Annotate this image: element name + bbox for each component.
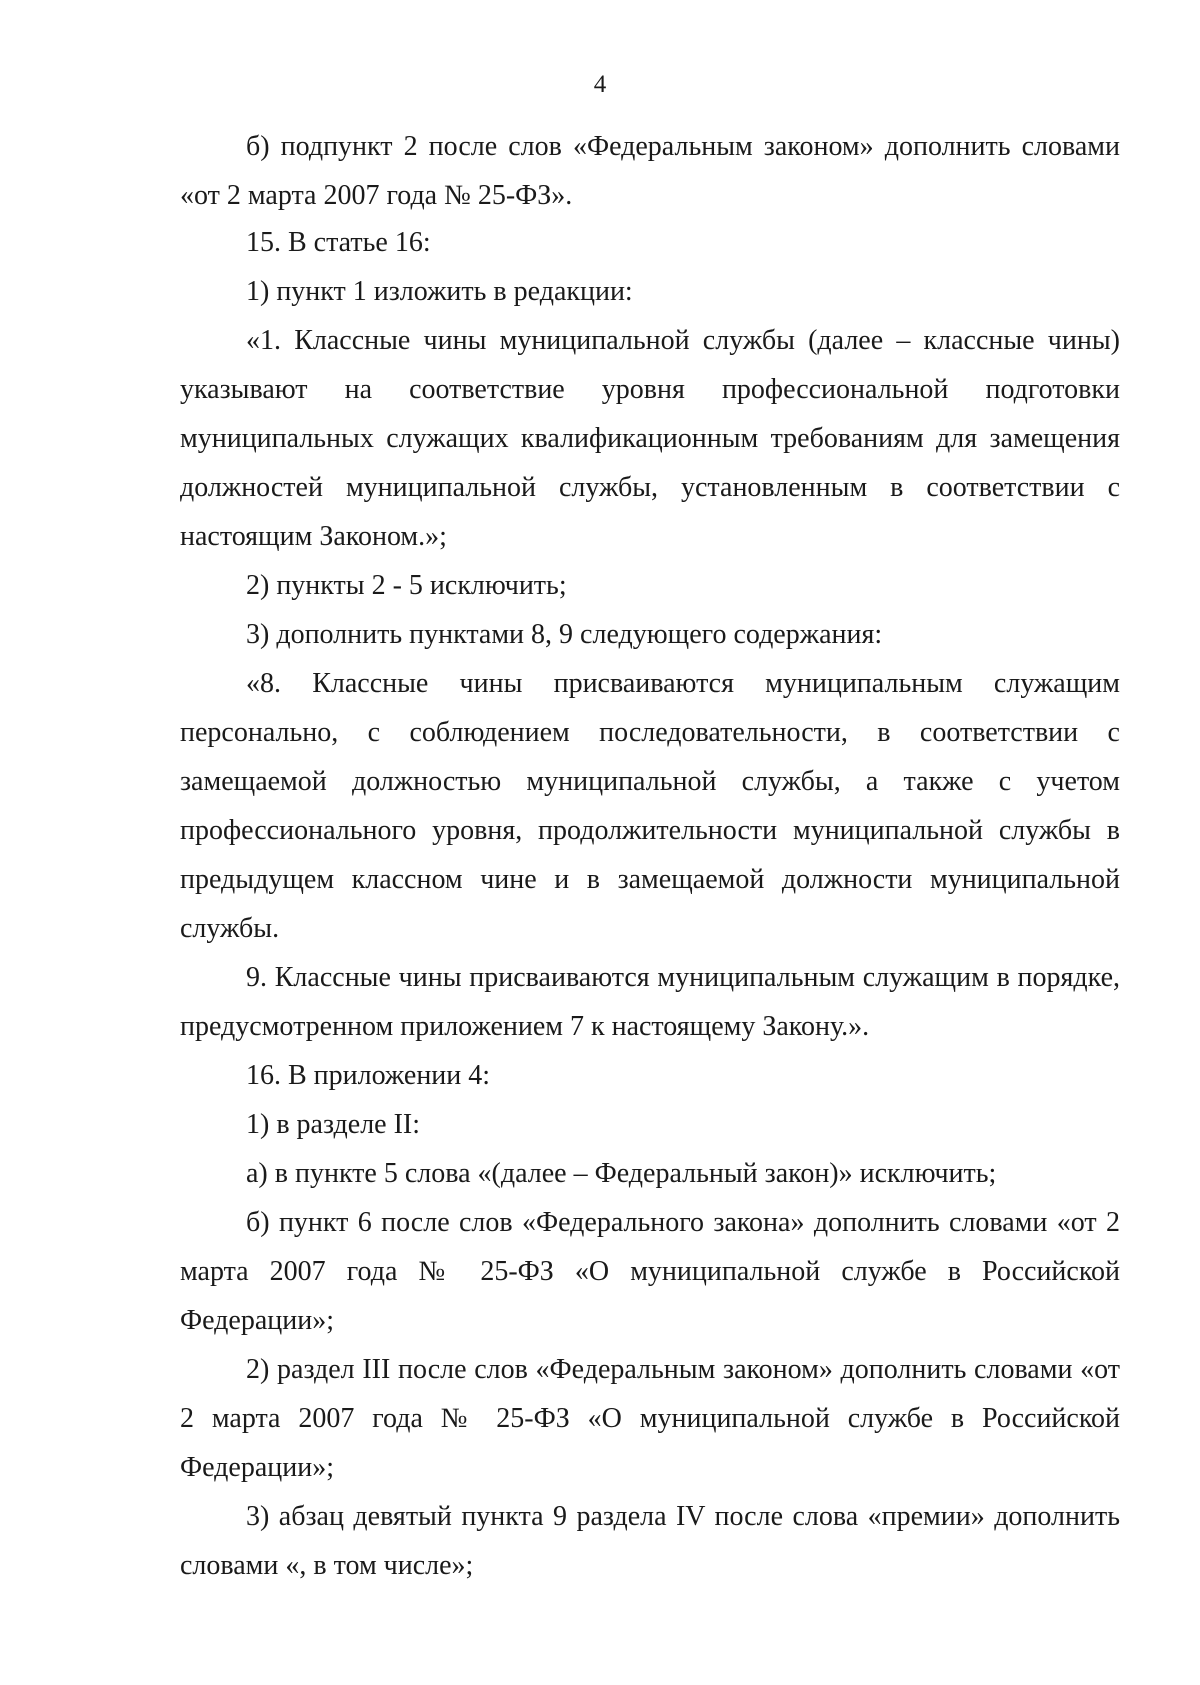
paragraph: 1) в разделе II: — [246, 1109, 421, 1140]
paragraph: б) подпункт 2 после слов «Федеральным законом» дополнить словами «от 2 марта 2007 года № 25-ФЗ». — [180, 131, 1120, 211]
paragraph: 15. В статье 16: — [246, 227, 431, 258]
paragraph: 9. Классные чины присваиваются муниципальным служащим в порядке, предусмотренном приложением 7 к настоящему Закону.». — [180, 962, 1120, 1042]
document-body — [180, 122, 1120, 1590]
paragraph: 2) раздел III после слов «Федеральным законом» дополнить словами «от 2 марта 2007 года № 25-ФЗ «О муниципальной службе в Российской Федерации»; — [180, 1354, 1120, 1483]
paragraph: 3) дополнить пунктами 8, 9 следующего содержания: — [246, 619, 883, 650]
paragraph: 1) пункт 1 изложить в редакции: — [246, 276, 633, 307]
paragraph: 3) абзац девятый пункта 9 раздела IV после слова «премии» дополнить словами «, в том числе»; — [180, 1501, 1120, 1581]
paragraph: а) в пункте 5 слова «(далее – Федеральный закон)» исключить; — [246, 1158, 997, 1189]
paragraph: 16. В приложении 4: — [246, 1060, 491, 1091]
paragraph: «8. Классные чины присваиваются муниципальным служащим персонально, с соблюдением последовательности, в соответствии с замещаемой должностью муниципальной службы, а также с учетом профессионального уровня, продолжительности муниципальной службы в предыдущем классном чине и в замещаемой должности муниципальной службы. — [180, 668, 1120, 944]
paragraph: б) пункт 6 после слов «Федерального закона» дополнить словами «от 2 марта 2007 года № 25-ФЗ «О муниципальной службе в Российской Федерации»; — [180, 1207, 1120, 1336]
page-number: 4 — [593, 71, 607, 98]
paragraph: 2) пункты 2 - 5 исключить; — [246, 570, 567, 601]
paragraph: «1. Классные чины муниципальной службы (далее – классные чины) указывают на соответствие уровня профессиональной подготовки муниципальных служащих квалификационным требованиям для замещения должностей муниципальной службы, установленным в соответствии с настоящим Законом.»; — [180, 325, 1120, 552]
